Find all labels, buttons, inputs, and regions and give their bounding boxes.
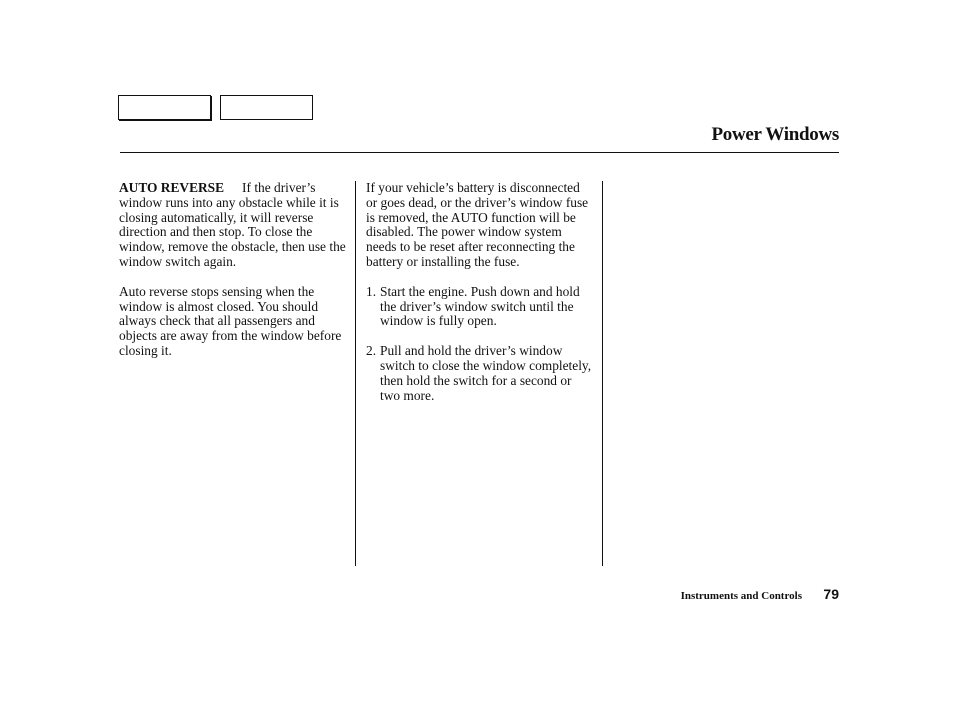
page-title: Power Windows [711, 124, 839, 145]
column-divider [355, 181, 356, 566]
paragraph-text: If the driver’s window runs into any obstacle while it is closing automatically, it will reverse direction and then stop. To close the window, remove the obstacle, then use the window switch again. [119, 180, 346, 269]
battery-reset-paragraph: If your vehicle’s battery is disconnected or goes dead, or the driver’s window fuse is removed, the AUTO function will be disabled. The power window system needs to be reset after reconnecting the battery or installing the fuse. [366, 180, 589, 269]
section-heading: AUTO REVERSE [119, 180, 225, 195]
step-text: Start the engine. Push down and hold the driver’s window switch until the window is fully open. [380, 283, 580, 329]
list-item [366, 285, 594, 329]
auto-reverse-note: Auto reverse stops sensing when the window is almost closed. You should always check that all passengers and objects are away from the window before closing it. [119, 283, 342, 358]
step-number: 1. [366, 283, 377, 299]
column-divider [602, 181, 603, 566]
previous-page-button[interactable] [118, 95, 211, 120]
list-item [366, 344, 594, 403]
step-number: 2. [366, 343, 377, 359]
page-number: 79 [823, 586, 839, 602]
footer-section-label: Instruments and Controls [680, 590, 802, 602]
step-text: Pull and hold the driver’s window switch to close the window completely, then hold the switch for a second or two more. [380, 343, 592, 403]
title-divider [120, 152, 839, 153]
left-column [119, 181, 347, 374]
auto-reverse-paragraph [119, 181, 347, 270]
reset-steps-list [366, 285, 594, 404]
middle-column [366, 181, 594, 418]
next-page-button[interactable] [220, 95, 313, 120]
